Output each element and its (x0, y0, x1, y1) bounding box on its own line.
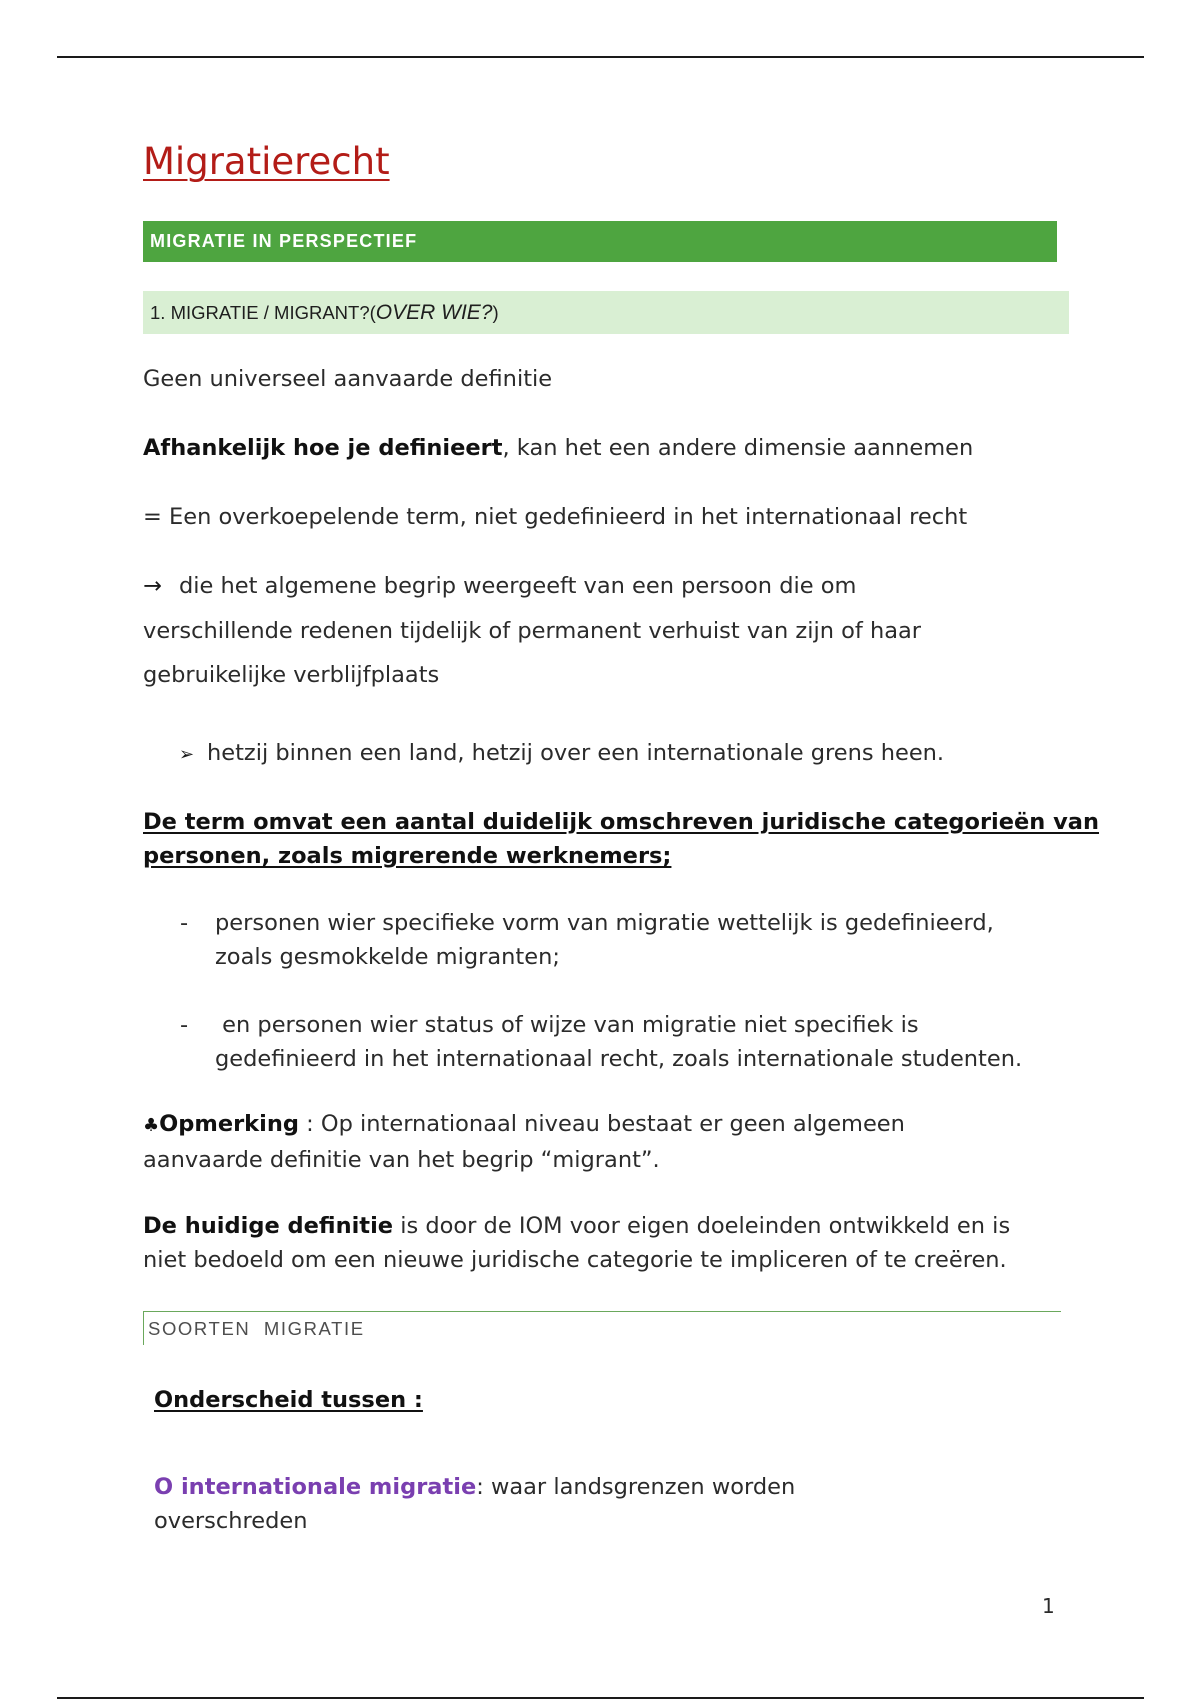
dash-marker: - (180, 910, 189, 936)
remark-label: Opmerking (159, 1111, 299, 1137)
arrowhead-bullet-icon: ➢ (179, 744, 195, 765)
dash-item-text (215, 1008, 1022, 1076)
international-migration-term: O internationale migratie (154, 1474, 477, 1500)
international-migration-item (154, 1470, 795, 1538)
dash-item-text (215, 906, 994, 974)
international-line-2: overschreden (154, 1508, 308, 1534)
general-notion-line-1 (143, 564, 921, 609)
dash-item-line-1: en personen wier status of wijze van migratie niet specifiek is (215, 1012, 919, 1038)
definition-line-1 (143, 1209, 1010, 1243)
page-bottom-rule (57, 1697, 1144, 1699)
paragraph-remark (143, 1107, 905, 1177)
dash-item-line-2: gedefinieerd in het internationaal recht, zoals internationale studenten. (215, 1046, 1023, 1072)
onderscheid-heading: Onderscheid tussen : (154, 1387, 423, 1413)
definition-text: is door de IOM voor eigen doeleinden ontwikkeld en is (393, 1213, 1011, 1239)
general-notion-line-3: gebruikelijke verblijfplaats (143, 662, 440, 688)
section-heading: MIGRATIE IN PERSPECTIEF (143, 221, 1057, 262)
soorten-migratie-heading: SOORTEN MIGRATIE (143, 1311, 1061, 1345)
dash-item-line-1: personen wier specifieke vorm van migratie wettelijk is gedefinieerd, (215, 910, 994, 936)
page-number: 1 (1042, 1594, 1055, 1618)
remark-line-2: aanvaarde definitie van het begrip “migrant”. (143, 1147, 660, 1173)
general-notion-line-2: verschillende redenen tijdelijk of permanent verhuist van zijn of haar (143, 617, 922, 644)
bullet-item (179, 736, 944, 772)
subsection-heading (143, 291, 1069, 334)
document-title: Migratierecht (143, 140, 390, 183)
dash-list-item (143, 1008, 1073, 1076)
international-migration-desc: : waar landsgrenzen worden (476, 1474, 796, 1500)
paragraph-depends (143, 431, 973, 465)
paragraph-general-notion (143, 564, 921, 698)
subsection-label: 1. MIGRATIE / MIGRANT?( (150, 302, 376, 323)
definition-line-2: niet bedoeld om een nieuwe juridische categorie te impliceren of te creëren. (143, 1247, 1007, 1273)
paragraph-umbrella-term: = Een overkoepelende term, niet gedefinieerd in het internationaal recht (143, 504, 968, 530)
remark-text: : Op internationaal niveau bestaat er geen algemeen (298, 1111, 905, 1137)
general-notion-text-1: die het algemene begrip weergeeft van een persoon die om (179, 573, 857, 599)
paragraph-current-definition (143, 1209, 1010, 1277)
definition-label: De huidige definitie (143, 1213, 394, 1239)
dash-list-item (143, 906, 1073, 974)
international-line-1 (154, 1470, 795, 1504)
arrow-right-icon: → (143, 573, 162, 599)
paragraph-depends-rest: , kan het een andere dimensie aannemen (502, 435, 974, 461)
paragraph-depends-bold: Afhankelijk hoe je definieert (143, 435, 503, 461)
categories-line-2: personen, zoals migrerende werknemers; (143, 843, 672, 869)
paragraph-categories (143, 805, 1099, 873)
bullet-text: hetzij binnen een land, hetzij over een internationale grens heen. (207, 740, 945, 766)
club-icon: ♣ (143, 1115, 160, 1136)
categories-line-1: De term omvat een aantal duidelijk omschreven juridische categorieën van (143, 809, 1100, 835)
paragraph-no-definition: Geen universeel aanvaarde definitie (143, 366, 553, 392)
dash-item-line-2: zoals gesmokkelde migranten; (215, 944, 560, 970)
subsection-italic: OVER WIE? (375, 301, 493, 324)
dash-marker: - (180, 1012, 189, 1038)
remark-line-1 (143, 1107, 905, 1143)
page-top-rule (57, 56, 1144, 58)
subsection-close: ) (492, 302, 499, 323)
